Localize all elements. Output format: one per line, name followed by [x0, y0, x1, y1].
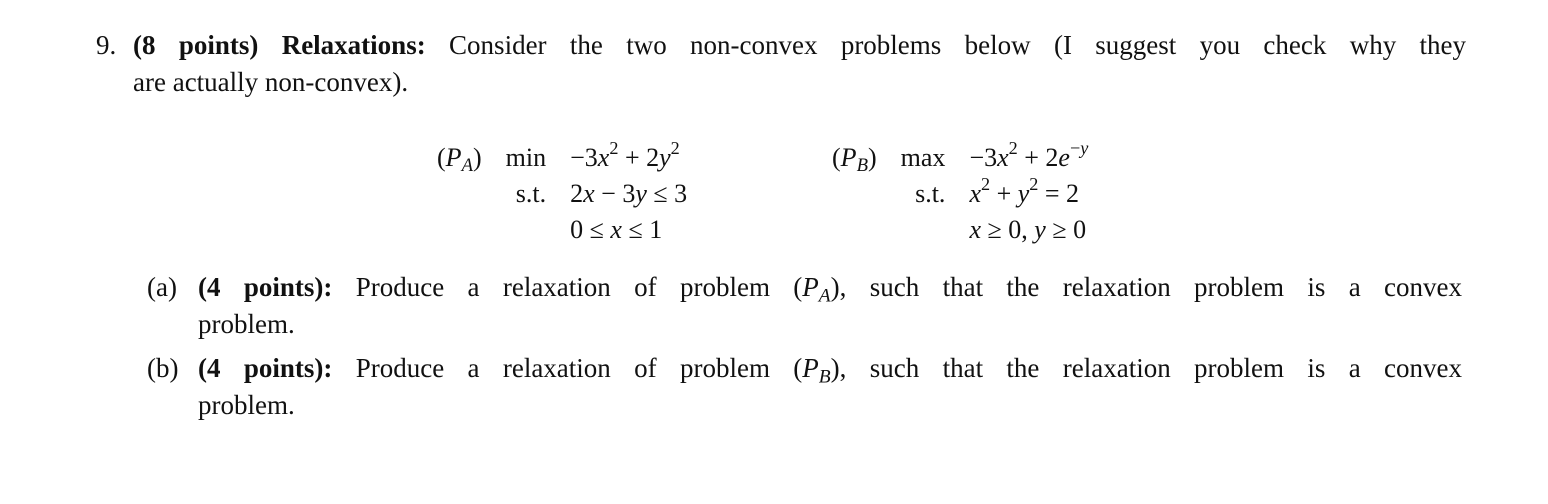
problem-b-st-word: s.t. — [915, 179, 946, 208]
problem-b-constraint-2: x ≥ 0, y ≥ 0 — [969, 215, 1087, 244]
part-a-tag: (a) — [147, 272, 177, 302]
question-header — [96, 27, 1466, 101]
question-intro-line-1 — [133, 27, 1466, 64]
problem-b-label: $(P_B)$ — [832, 143, 877, 177]
part-a-continuation: problem. — [198, 309, 295, 339]
sub-parts — [147, 269, 1462, 431]
question-intro-text: Consider the two non-convex problems below (I suggest you check why they — [449, 30, 1467, 60]
problem-b — [832, 140, 1088, 248]
problem-a-label: $(P_A)$ — [437, 143, 482, 177]
question-number: 9. — [96, 30, 117, 60]
part-b — [147, 350, 1462, 424]
problem-b-objective: $-3x^2 + 2e^{-y}$ — [969, 138, 1089, 172]
problem-b-constraint-1: $x^2 + y^2 = 2$ — [969, 174, 1080, 208]
part-b-line-1: (4 points): Produce a relaxation of problem $(P_B)$, such that the relaxation problem is a convex — [198, 353, 1463, 388]
part-a-points: (4 points): — [198, 272, 333, 302]
problem-a-constraint-1: 2x − 3y ≤ 3 — [570, 179, 688, 208]
part-b-continuation: problem. — [198, 390, 295, 420]
problem-a — [437, 140, 687, 248]
question-9 — [96, 27, 1466, 101]
problem-a-objective-word: min — [505, 143, 547, 172]
problem-a-st-word: s.t. — [515, 179, 547, 208]
question-intro-line-2: are actually non-convex). — [133, 67, 409, 97]
question-title: Relaxations: — [281, 30, 426, 60]
problem-a-objective: $-3x^2 + 2y^2$ — [570, 138, 680, 172]
part-b-tag: (b) — [147, 353, 179, 383]
problem-a-constraint-2: 0 ≤ x ≤ 1 — [570, 215, 663, 244]
part-b-points: (4 points): — [198, 353, 333, 383]
question-points: (8 points) — [133, 30, 259, 60]
part-a-line-1: (4 points): Produce a relaxation of problem $(P_A)$, such that the relaxation problem is a convex — [198, 272, 1463, 307]
problem-b-objective-word: max — [900, 143, 946, 172]
part-a — [147, 269, 1462, 343]
